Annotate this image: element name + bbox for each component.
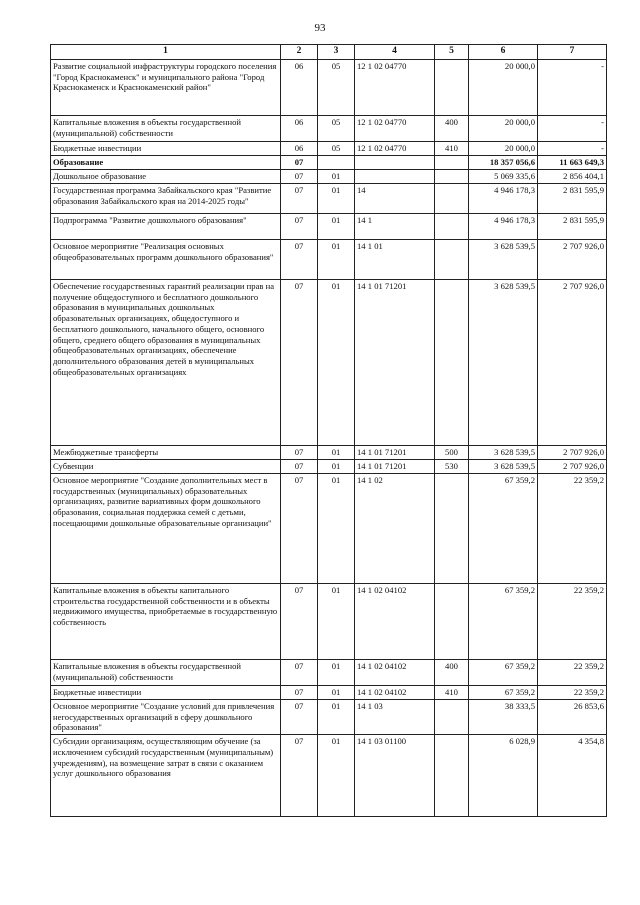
target-article-cell: 14 1 03 xyxy=(355,699,435,734)
amount-col6-cell: 4 946 178,3 xyxy=(469,213,538,239)
amount-col7-cell: 22 359,2 xyxy=(538,659,607,685)
table-row xyxy=(51,239,607,279)
row-name-cell: Дошкольное образование xyxy=(51,169,281,183)
subsection-code-cell: 01 xyxy=(318,169,355,183)
table-row xyxy=(51,473,607,583)
section-code-cell: 07 xyxy=(281,213,318,239)
section-code-cell: 07 xyxy=(281,735,318,817)
row-name-cell: Основное мероприятие "Создание дополнительных мест в государственных (муниципальных) образовательных организациях, развитие вариативных форм дошкольного образования, социальная поддержка семей с детьми, посещающими дошкольные образовательные организации" xyxy=(51,473,281,583)
amount-col7-cell: 2 831 595,9 xyxy=(538,213,607,239)
subsection-code-cell: 05 xyxy=(318,59,355,115)
table-row xyxy=(51,699,607,734)
target-article-cell: 12 1 02 04770 xyxy=(355,141,435,155)
row-name-cell: Капитальные вложения в объекты капитального строительства государственной собственности и в объекты недвижимого имущества, приобретаемые в государственную собственность xyxy=(51,583,281,659)
row-name-cell: Межбюджетные трансферты xyxy=(51,445,281,459)
table-row xyxy=(51,279,607,445)
amount-col6-cell: 67 359,2 xyxy=(469,685,538,699)
expense-type-cell xyxy=(435,735,469,817)
row-name-cell: Подпрограмма "Развитие дошкольного образования" xyxy=(51,213,281,239)
amount-col6-cell: 67 359,2 xyxy=(469,583,538,659)
table-row xyxy=(51,169,607,183)
page-number: 93 xyxy=(314,22,326,34)
amount-col7-cell: 22 359,2 xyxy=(538,473,607,583)
subsection-code-cell: 01 xyxy=(318,583,355,659)
expense-type-cell: 500 xyxy=(435,445,469,459)
table-row xyxy=(51,735,607,817)
section-code-cell: 06 xyxy=(281,115,318,141)
table-row xyxy=(51,141,607,155)
row-name-cell: Субсидии организациям, осуществляющим обучение (за исключением субсидий государственным (муниципальным) учреждениям), на возмещение затрат в связи с оказанием услуг дошкольного образования xyxy=(51,735,281,817)
section-code-cell: 07 xyxy=(281,445,318,459)
section-code-cell: 06 xyxy=(281,59,318,115)
target-article-cell: 14 1 01 71201 xyxy=(355,459,435,473)
target-article-cell: 14 1 02 xyxy=(355,473,435,583)
expense-type-cell: 400 xyxy=(435,115,469,141)
subsection-code-cell xyxy=(318,155,355,169)
row-name-cell: Государственная программа Забайкальского края "Развитие образования Забайкальского края на 2014-2025 годы" xyxy=(51,183,281,213)
subsection-code-cell: 01 xyxy=(318,459,355,473)
expense-type-cell xyxy=(435,239,469,279)
section-code-cell: 07 xyxy=(281,699,318,734)
subsection-code-cell: 01 xyxy=(318,659,355,685)
amount-col7-cell: 2 856 404,1 xyxy=(538,169,607,183)
amount-col7-cell: 2 707 926,0 xyxy=(538,279,607,445)
target-article-cell: 12 1 02 04770 xyxy=(355,115,435,141)
section-code-cell: 07 xyxy=(281,239,318,279)
table-header-row xyxy=(51,45,607,60)
target-article-cell: 14 xyxy=(355,183,435,213)
amount-col6-cell: 20 000,0 xyxy=(469,59,538,115)
target-article-cell: 14 1 01 71201 xyxy=(355,445,435,459)
amount-col7-cell: 2 707 926,0 xyxy=(538,239,607,279)
section-code-cell: 07 xyxy=(281,459,318,473)
amount-col6-cell: 3 628 539,5 xyxy=(469,279,538,445)
amount-col6-cell: 20 000,0 xyxy=(469,141,538,155)
amount-col7-cell: 2 707 926,0 xyxy=(538,445,607,459)
amount-col7-cell: 22 359,2 xyxy=(538,685,607,699)
amount-col6-cell: 3 628 539,5 xyxy=(469,445,538,459)
expense-type-cell xyxy=(435,213,469,239)
section-code-cell: 07 xyxy=(281,183,318,213)
row-name-cell: Развитие социальной инфраструктуры городского поселения "Город Краснокаменск" и муниципального района "Город Краснокаменск и Краснокаменский район" xyxy=(51,59,281,115)
amount-col7-cell: 22 359,2 xyxy=(538,583,607,659)
subsection-code-cell: 05 xyxy=(318,141,355,155)
amount-col7-cell: 2 831 595,9 xyxy=(538,183,607,213)
amount-col7-cell: 2 707 926,0 xyxy=(538,459,607,473)
subsection-code-cell: 01 xyxy=(318,699,355,734)
table-row xyxy=(51,659,607,685)
subsection-code-cell: 01 xyxy=(318,445,355,459)
target-article-cell xyxy=(355,169,435,183)
section-code-cell: 07 xyxy=(281,659,318,685)
table-row xyxy=(51,583,607,659)
amount-col6-cell: 67 359,2 xyxy=(469,659,538,685)
amount-col7-cell: 11 663 649,3 xyxy=(538,155,607,169)
amount-col6-cell: 4 946 178,3 xyxy=(469,183,538,213)
section-code-cell: 07 xyxy=(281,279,318,445)
expense-type-cell xyxy=(435,279,469,445)
table-row xyxy=(51,685,607,699)
row-name-cell: Капитальные вложения в объекты государственной (муниципальной) собственности xyxy=(51,115,281,141)
column-header: 3 xyxy=(318,45,355,60)
column-header: 4 xyxy=(355,45,435,60)
table-row xyxy=(51,59,607,115)
subsection-code-cell: 01 xyxy=(318,213,355,239)
expense-type-cell: 530 xyxy=(435,459,469,473)
section-code-cell: 07 xyxy=(281,155,318,169)
subsection-code-cell: 01 xyxy=(318,279,355,445)
row-name-cell: Образование xyxy=(51,155,281,169)
target-article-cell xyxy=(355,155,435,169)
target-article-cell: 14 1 02 04102 xyxy=(355,583,435,659)
subsection-code-cell: 01 xyxy=(318,735,355,817)
amount-col6-cell: 20 000,0 xyxy=(469,115,538,141)
subsection-code-cell: 01 xyxy=(318,239,355,279)
expense-type-cell xyxy=(435,583,469,659)
table-row xyxy=(51,213,607,239)
amount-col6-cell: 67 359,2 xyxy=(469,473,538,583)
table-row xyxy=(51,459,607,473)
amount-col6-cell: 38 333,5 xyxy=(469,699,538,734)
column-header: 1 xyxy=(51,45,281,60)
column-header: 2 xyxy=(281,45,318,60)
expense-type-cell xyxy=(435,155,469,169)
amount-col7-cell: 26 853,6 xyxy=(538,699,607,734)
table-row xyxy=(51,155,607,169)
amount-col6-cell: 18 357 056,6 xyxy=(469,155,538,169)
section-code-cell: 07 xyxy=(281,169,318,183)
section-code-cell: 07 xyxy=(281,685,318,699)
row-name-cell: Капитальные вложения в объекты государственной (муниципальной) собственности xyxy=(51,659,281,685)
column-header: 7 xyxy=(538,45,607,60)
target-article-cell: 12 1 02 04770 xyxy=(355,59,435,115)
table-row xyxy=(51,183,607,213)
amount-col7-cell: - xyxy=(538,115,607,141)
amount-col7-cell: 4 354,8 xyxy=(538,735,607,817)
amount-col7-cell: - xyxy=(538,59,607,115)
expense-type-cell xyxy=(435,169,469,183)
expense-type-cell xyxy=(435,699,469,734)
amount-col7-cell: - xyxy=(538,141,607,155)
subsection-code-cell: 05 xyxy=(318,115,355,141)
row-name-cell: Субвенции xyxy=(51,459,281,473)
table-row xyxy=(51,115,607,141)
table-row xyxy=(51,445,607,459)
row-name-cell: Основное мероприятие "Реализация основных общеобразовательных программ дошкольного образования" xyxy=(51,239,281,279)
section-code-cell: 07 xyxy=(281,583,318,659)
target-article-cell: 14 1 xyxy=(355,213,435,239)
subsection-code-cell: 01 xyxy=(318,473,355,583)
expense-type-cell xyxy=(435,473,469,583)
section-code-cell: 07 xyxy=(281,473,318,583)
expense-type-cell: 410 xyxy=(435,685,469,699)
subsection-code-cell: 01 xyxy=(318,183,355,213)
column-header: 5 xyxy=(435,45,469,60)
expense-type-cell xyxy=(435,183,469,213)
row-name-cell: Бюджетные инвестиции xyxy=(51,685,281,699)
target-article-cell: 14 1 02 04102 xyxy=(355,685,435,699)
row-name-cell: Бюджетные инвестиции xyxy=(51,141,281,155)
subsection-code-cell: 01 xyxy=(318,685,355,699)
row-name-cell: Обеспечение государственных гарантий реализации прав на получение общедоступного и бесплатного дошкольного образования в муниципальных дошкольных образовательных организациях, общедоступного и бесплатного дошкольного, начального общего, основного общего, среднего общего образования в муниципальных общеобразовательных организациях, обеспечение дополнительного образования детей в муниципальных общеобразовательных организациях xyxy=(51,279,281,445)
expense-type-cell: 400 xyxy=(435,659,469,685)
budget-table xyxy=(50,44,607,817)
expense-type-cell xyxy=(435,59,469,115)
row-name-cell: Основное мероприятие "Создание условий для привлечения негосударственных организаций в сферу дошкольного образования" xyxy=(51,699,281,734)
target-article-cell: 14 1 03 01100 xyxy=(355,735,435,817)
amount-col6-cell: 3 628 539,5 xyxy=(469,459,538,473)
target-article-cell: 14 1 02 04102 xyxy=(355,659,435,685)
section-code-cell: 06 xyxy=(281,141,318,155)
expense-type-cell: 410 xyxy=(435,141,469,155)
target-article-cell: 14 1 01 xyxy=(355,239,435,279)
amount-col6-cell: 5 069 335,6 xyxy=(469,169,538,183)
column-header: 6 xyxy=(469,45,538,60)
amount-col6-cell: 3 628 539,5 xyxy=(469,239,538,279)
target-article-cell: 14 1 01 71201 xyxy=(355,279,435,445)
amount-col6-cell: 6 028,9 xyxy=(469,735,538,817)
